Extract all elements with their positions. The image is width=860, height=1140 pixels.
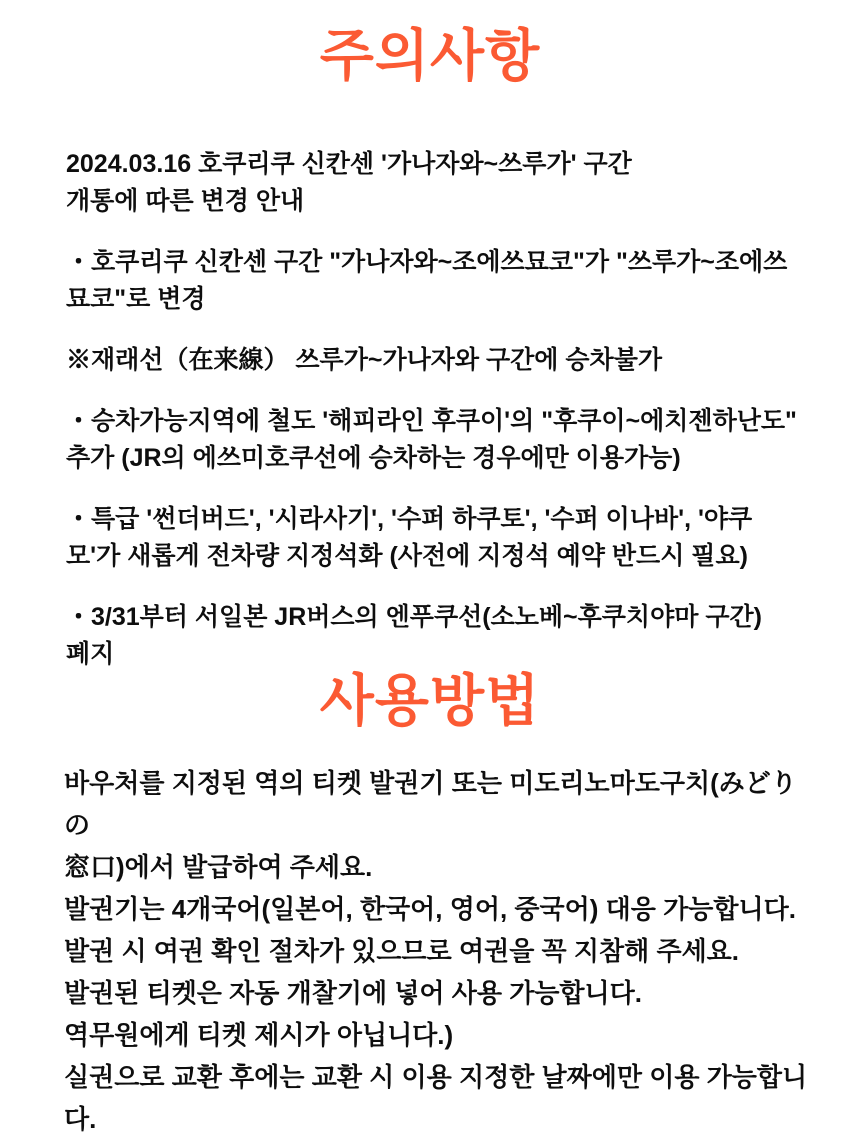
- notice-body: [66, 146, 814, 673]
- text-line: ・호쿠리쿠 신칸센 구간 "가나자와~조에쓰묘코"가 "쓰루가~조에쓰: [66, 248, 788, 276]
- text-line: ・특급 '썬더버드', '시라사기', '수퍼 하쿠토', '수퍼 이나바', '야쿠: [66, 505, 753, 533]
- text-line: 窓口)에서 발급하여 주세요.: [64, 852, 373, 882]
- text-line: 묘코"로 변경: [66, 285, 206, 313]
- notice-paragraph: [66, 403, 814, 477]
- text-line: 발권기는 4개국어(일본어, 한국어, 영어, 중국어) 대응 가능합니다.: [64, 894, 796, 924]
- text-line: 바우처를 지정된 역의 티켓 발권기 또는 미도리노마도구치(みどりの: [64, 768, 797, 840]
- text-line: ※재래선（在来線） 쓰루가~가나자와 구간에 승차불가: [66, 346, 662, 374]
- text-line: 모'가 새롭게 전차량 지정석화 (사전에 지정석 예약 반드시 필요): [66, 542, 748, 570]
- notice-section-title: 주의사항: [319, 24, 541, 87]
- text-line: 발권 시 여권 확인 절차가 있으므로 여권을 꼭 지참해 주세요.: [64, 936, 740, 966]
- notice-paragraph: [66, 342, 814, 379]
- usage-section-title: 사용방법: [319, 669, 541, 732]
- text-line: ・승차가능지역에 철도 '해피라인 후쿠이'의 "후쿠이~에치젠하난도": [66, 407, 797, 435]
- notice-paragraph: [66, 599, 814, 673]
- notice-paragraph: [66, 146, 814, 220]
- text-line: 실권으로 교환 후에는 교환 시 이용 지정한 날짜에만 이용 가능합니다.: [64, 1062, 808, 1134]
- usage-body: [64, 762, 816, 1140]
- text-line: 추가 (JR의 에쓰미호쿠선에 승차하는 경우에만 이용가능): [66, 444, 681, 472]
- text-line: 역무원에게 티켓 제시가 아닙니다.): [64, 1020, 454, 1050]
- text-line: 2024.03.16 호쿠리쿠 신칸센 '가나자와~쓰루가' 구간: [66, 150, 632, 178]
- notice-paragraph: [66, 244, 814, 318]
- text-line: 발권된 티켓은 자동 개찰기에 넣어 사용 가능합니다.: [64, 978, 643, 1008]
- text-line: 폐지: [66, 640, 115, 668]
- notice-paragraph: [66, 501, 814, 575]
- text-line: ・3/31부터 서일본 JR버스의 엔푸쿠선(소노베~후쿠치야마 구간): [66, 603, 762, 631]
- text-line: 개통에 따른 변경 안내: [66, 187, 305, 215]
